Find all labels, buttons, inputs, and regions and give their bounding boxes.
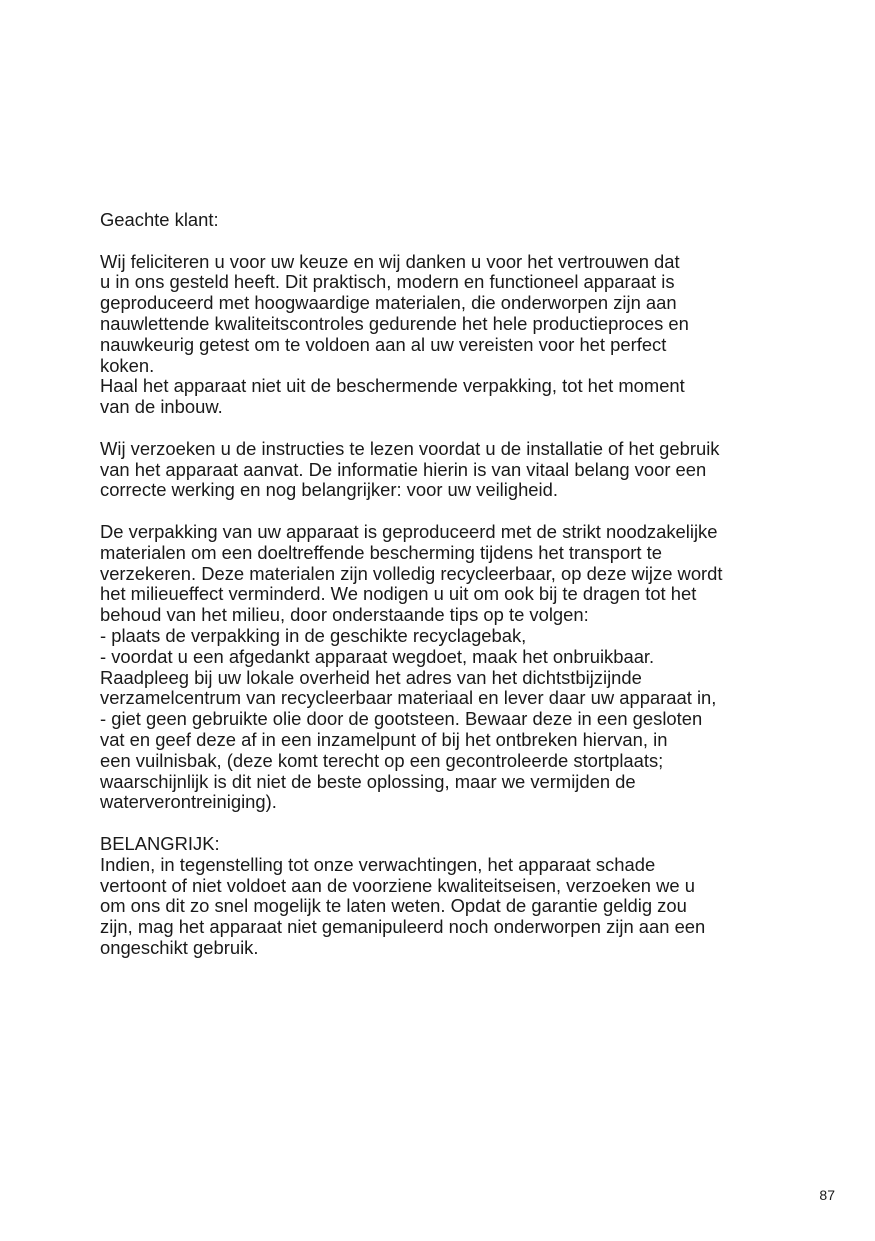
text-line: nauwkeurig getest om te voldoen aan al uw vereisten voor het perfect — [100, 333, 667, 355]
text-line: vertoont of niet voldoet aan de voorziene kwaliteitseisen, verzoeken we u — [100, 874, 695, 896]
text-line: Wij verzoeken u de instructies te lezen voordat u de installatie of het gebruik — [100, 437, 720, 459]
text-line: een vuilnisbak, (deze komt terecht op een gecontroleerde stortplaats; — [100, 749, 664, 771]
paragraph-welcome — [100, 252, 800, 418]
text-line: ongeschikt gebruik. — [100, 936, 259, 958]
text-line: Raadpleeg bij uw lokale overheid het adres van het dichtstbijzijnde — [100, 666, 642, 688]
text-line: waterverontreiniging). — [100, 791, 277, 813]
text-line: koken. — [100, 354, 155, 376]
text-line: het milieueffect verminderd. We nodigen u uit om ook bij te dragen tot het — [100, 583, 697, 605]
greeting: Geachte klant: — [100, 209, 219, 230]
text-line: geproduceerd met hoogwaardige materialen, die onderworpen zijn aan — [100, 292, 677, 314]
text-line: zijn, mag het apparaat niet gemanipuleerd noch onderworpen zijn aan een — [100, 916, 706, 938]
text-line: waarschijnlijk is dit niet de beste oplossing, maar we vermijden de — [100, 770, 636, 792]
paragraph-important — [100, 855, 800, 959]
paragraph-spacer — [100, 501, 800, 522]
paragraph-spacer — [100, 813, 800, 834]
paragraph-instructions — [100, 439, 800, 501]
text-line: verzekeren. Deze materialen zijn volledig recycleerbaar, op deze wijze wordt — [100, 562, 723, 584]
text-line: behoud van het milieu, door onderstaande tips op te volgen: — [100, 604, 589, 626]
paragraph-packaging — [100, 522, 800, 813]
page-number: 87 — [819, 1187, 835, 1203]
important-heading: BELANGRIJK: — [100, 832, 220, 854]
text-line: Indien, in tegenstelling tot onze verwachtingen, het apparaat schade — [100, 853, 656, 875]
text-line: - giet geen gebruikte olie door de gootsteen. Bewaar deze in een gesloten — [100, 708, 703, 730]
text-line: materialen om een doeltreffende bescherming tijdens het transport te — [100, 541, 662, 563]
text-line: van de inbouw. — [100, 396, 223, 418]
text-line: De verpakking van uw apparaat is geproduceerd met de strikt noodzakelijke — [100, 520, 718, 542]
text-line: verzamelcentrum van recycleerbaar materiaal en lever daar uw apparaat in, — [100, 687, 717, 709]
text-line: om ons dit zo snel mogelijk te laten weten. Opdat de garantie geldig zou — [100, 895, 687, 917]
text-line: van het apparaat aanvat. De informatie hierin is van vitaal belang voor een — [100, 458, 707, 480]
text-line: correcte werking en nog belangrijker: voor uw veiligheid. — [100, 479, 558, 501]
text-line: nauwlettende kwaliteitscontroles gedurende het hele productieproces en — [100, 312, 689, 334]
paragraph-spacer — [100, 418, 800, 439]
text-line: Wij feliciteren u voor uw keuze en wij danken u voor het vertrouwen dat — [100, 250, 680, 272]
paragraph-spacer — [100, 231, 800, 252]
text-line: - voordat u een afgedankt apparaat wegdoet, maak het onbruikbaar. — [100, 645, 655, 667]
letter-body — [100, 210, 800, 959]
text-line: u in ons gesteld heeft. Dit praktisch, modern en functioneel apparaat is — [100, 271, 675, 293]
text-line: - plaats de verpakking in de geschikte recyclagebak, — [100, 624, 527, 646]
text-line: vat en geef deze af in een inzamelpunt of bij het ontbreken hiervan, in — [100, 728, 668, 750]
text-line: Haal het apparaat niet uit de beschermende verpakking, tot het moment — [100, 375, 685, 397]
